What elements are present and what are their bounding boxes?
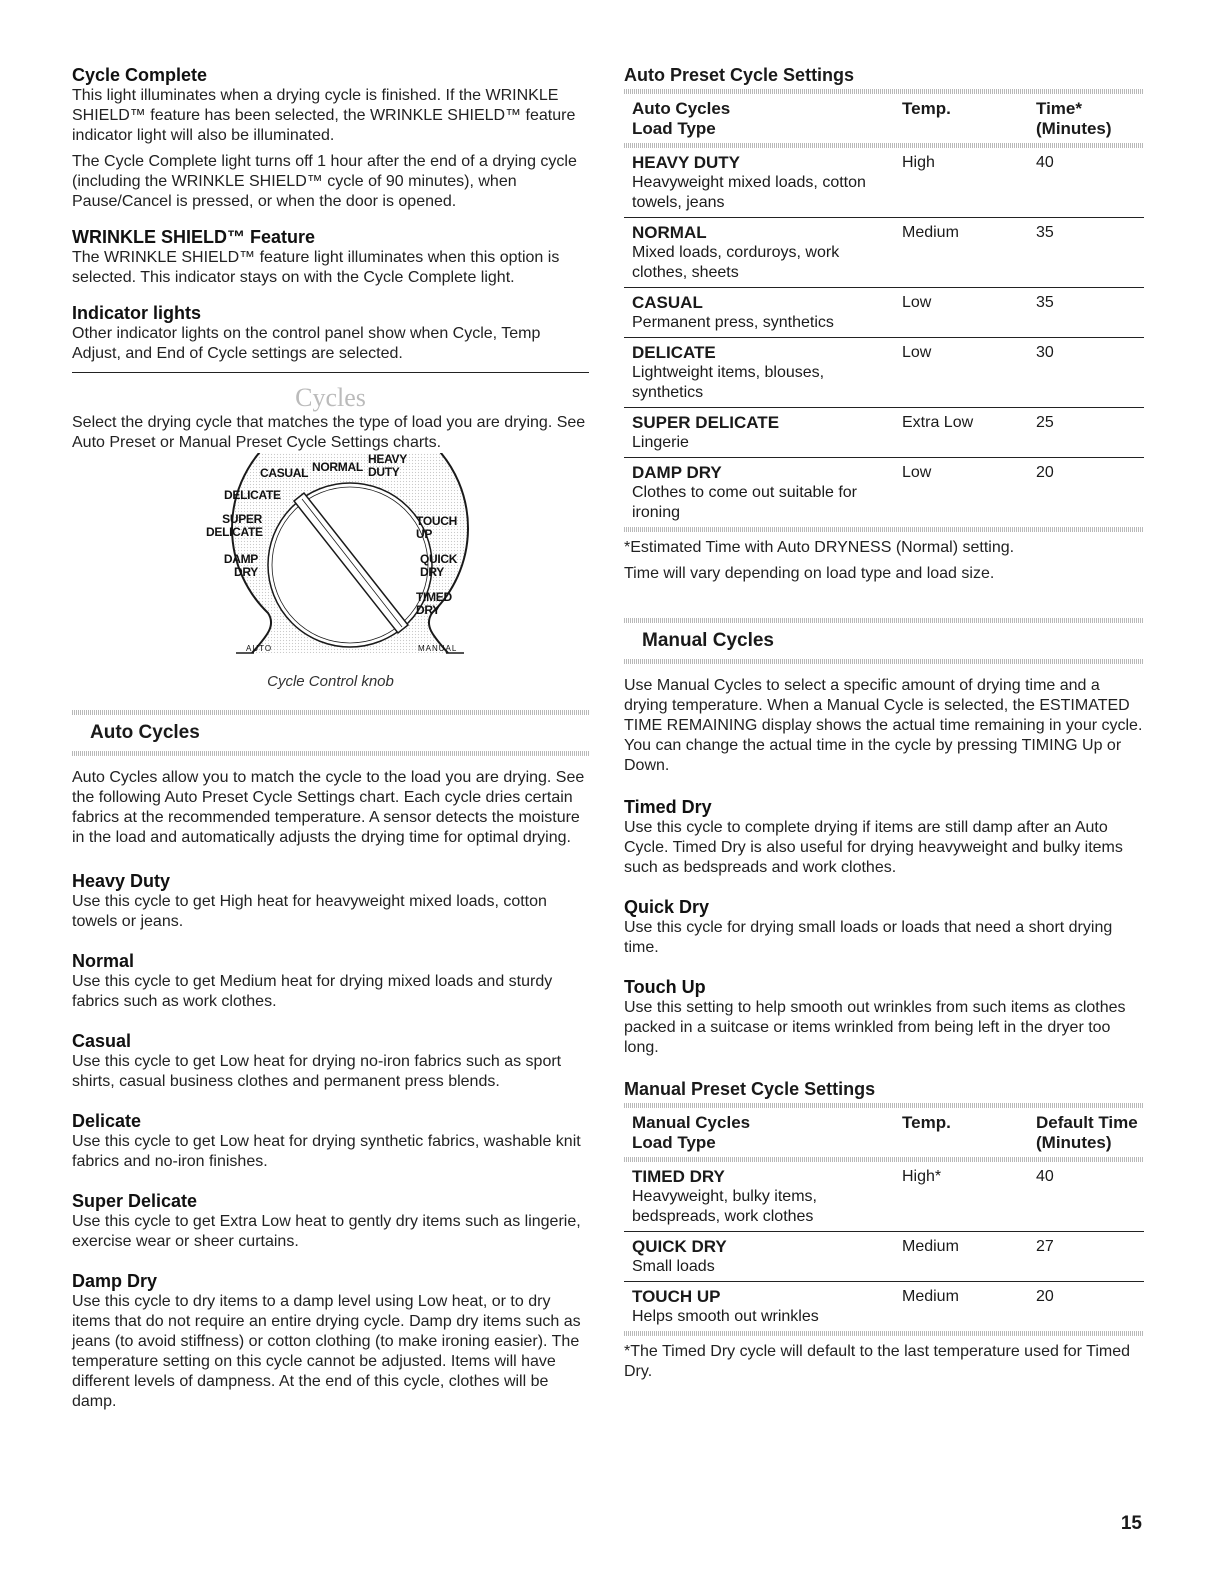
table-row: DELICATE Lightweight items, blouses, synthetics Low 30	[624, 338, 1144, 408]
manual-table-footnote: *The Timed Dry cycle will default to the last temperature used for Timed Dry.	[624, 1343, 1130, 1380]
timed-dry-section	[624, 796, 1144, 878]
damp-dry-text: Use this cycle to dry items to a damp level using Low heat, or to dry items that do not require an entire drying cycle. Damp dry items such as jeans (to avoid stiffness) or cotton clothing (to make ironing easier). The temperature setting on this cycle cannot be adjusted. Items will have different levels of dampness. At the end of this cycle, clothes will be damp.	[72, 1293, 581, 1410]
knob-label-manual: MANUAL	[418, 644, 458, 653]
knob-label-touch-up: TOUCH UP	[416, 514, 457, 541]
hatch-bar-bottom	[72, 751, 589, 756]
super-delicate-section	[72, 1190, 589, 1252]
cycle-complete-heading: Cycle Complete	[72, 65, 208, 85]
cycle-complete-text-1: This light illuminates when a drying cycle is finished. If the WRINKLE SHIELD™ feature has been selected, the WRINKLE SHIELD™ feature indicator light will also be illuminated.	[72, 87, 576, 144]
left-column	[72, 64, 589, 1426]
indicator-lights-heading: Indicator lights	[72, 303, 202, 323]
table-row: CASUAL Permanent press, synthetics Low 35	[624, 288, 1144, 338]
table-row: TIMED DRY Heavyweight, bulky items, bedspreads, work clothes High* 40	[624, 1162, 1144, 1232]
delicate-text: Use this cycle to get Low heat for drying synthetic fabrics, washable knit fabrics and no-iron finishes.	[72, 1133, 581, 1170]
knob-label-normal: NORMAL	[312, 460, 363, 474]
auto-col-temp: Temp.	[902, 99, 951, 118]
table-row: SUPER DELICATE Lingerie Extra Low 25	[624, 408, 1144, 458]
manual-col-temp: Temp.	[902, 1113, 951, 1132]
cycle-complete-section	[72, 64, 589, 212]
touch-up-text: Use this setting to help smooth out wrinkles from such items as clothes packed in a suitcase or items wrinkled from being left in the dryer too long.	[624, 999, 1126, 1056]
super-delicate-text: Use this cycle to get Extra Low heat to gently dry items such as lingerie, exercise wear or sheer curtains.	[72, 1213, 581, 1250]
wrinkle-shield-section	[72, 226, 589, 288]
indicator-lights-text: Other indicator lights on the control panel show when Cycle, Temp Adjust, and End of Cycle settings are selected.	[72, 325, 541, 362]
table-row: QUICK DRY Small loads Medium 27	[624, 1232, 1144, 1282]
casual-text: Use this cycle to get Low heat for drying no-iron fabrics such as sport shirts, casual business clothes and permanent press blends.	[72, 1053, 562, 1090]
heavy-duty-section	[72, 870, 589, 932]
super-delicate-heading: Super Delicate	[72, 1191, 198, 1211]
cycles-heading: Cycles	[295, 383, 366, 412]
auto-cycles-heading: Auto Cycles	[90, 722, 200, 743]
wrinkle-shield-text: The WRINKLE SHIELD™ feature light illuminates when this option is selected. This indicator stays on with the Cycle Complete light.	[72, 249, 560, 286]
manual-cycles-section	[624, 676, 1144, 776]
normal-section	[72, 950, 589, 1012]
auto-table-header	[624, 94, 1144, 143]
knob-caption: Cycle Control knob	[267, 673, 394, 690]
quick-dry-section	[624, 896, 1144, 958]
knob-label-quick-dry: QUICK DRY	[420, 552, 458, 579]
cycles-section	[72, 383, 589, 690]
normal-text: Use this cycle to get Medium heat for drying mixed loads and sturdy fabrics such as work clothes.	[72, 973, 553, 1010]
auto-preset-table-section	[624, 64, 1144, 584]
auto-col-time: Time* (Minutes)	[1036, 99, 1112, 138]
heavy-duty-heading: Heavy Duty	[72, 871, 171, 891]
knob-label-auto: AUTO	[246, 644, 273, 653]
table-row: NORMAL Mixed loads, corduroys, work clothes, sheets Medium 35	[624, 218, 1144, 288]
manual-cycles-text: Use Manual Cycles to select a specific amount of drying time and a drying temperature. When a Manual Cycle is selected, the ESTIMATED TIME REMAINING display shows the actual time remaining in your cycle. You can change the actual time in the cycle by pressing TIMING Up or Down.	[624, 677, 1143, 774]
normal-heading: Normal	[72, 951, 135, 971]
manual-col-time: Default Time (Minutes)	[1036, 1113, 1138, 1152]
manual-preset-table-section	[624, 1078, 1144, 1382]
touch-up-section	[624, 976, 1144, 1058]
auto-preset-table	[624, 89, 1144, 532]
casual-heading: Casual	[72, 1031, 132, 1051]
right-column	[624, 64, 1144, 1388]
delicate-heading: Delicate	[72, 1111, 142, 1131]
quick-dry-text: Use this cycle for drying small loads or loads that need a short drying time.	[624, 919, 1113, 956]
damp-dry-section	[72, 1270, 589, 1412]
manual-cycles-header	[624, 618, 1144, 664]
quick-dry-heading: Quick Dry	[624, 897, 710, 917]
knob-label-delicate: DELICATE	[224, 488, 281, 502]
auto-cycles-text: Auto Cycles allow you to match the cycle to the load you are drying. See the following Auto Preset Cycle Settings chart. Each cycle dries certain fabrics at the recommended temperature. A sensor detects the moisture in the load and automatically adjusts the drying time for optimal drying.	[72, 769, 585, 846]
manual-preset-table-title: Manual Preset Cycle Settings	[624, 1079, 876, 1099]
wrinkle-shield-heading: WRINKLE SHIELD™ Feature	[72, 227, 316, 247]
manual-cycles-heading: Manual Cycles	[642, 630, 774, 651]
auto-col-cycles: Auto Cycles Load Type	[632, 99, 731, 138]
table-row: TOUCH UP Helps smooth out wrinkles Medium 20	[632, 1287, 1054, 1325]
knob-label-casual: CASUAL	[260, 466, 309, 480]
page-number: 15	[1120, 1513, 1142, 1534]
casual-section	[72, 1030, 589, 1092]
knob-label-timed-dry: TIMED DRY	[416, 590, 452, 617]
auto-cycles-section	[72, 768, 589, 848]
indicator-lights-section	[72, 302, 589, 364]
cycle-knob-icon	[72, 453, 589, 671]
knob-label-heavy-duty: HEAVY DUTY	[368, 452, 407, 479]
auto-preset-table-title: Auto Preset Cycle Settings	[624, 65, 855, 85]
manual-col-cycles: Manual Cycles Load Type	[632, 1113, 751, 1152]
manual-table-header	[624, 1108, 1144, 1157]
table-row: HEAVY DUTY Heavyweight mixed loads, cotton towels, jeans High 40	[624, 148, 1144, 218]
timed-dry-heading: Timed Dry	[624, 797, 712, 817]
damp-dry-heading: Damp Dry	[72, 1271, 158, 1291]
cycles-intro-text: Select the drying cycle that matches the type of load you are drying. See Auto Preset or Manual Preset Cycle Settings charts.	[72, 414, 586, 451]
knob-label-damp-dry: DAMP DRY	[223, 552, 258, 579]
table-row: DAMP DRY Clothes to come out suitable for ironing Low 20	[632, 463, 1054, 521]
auto-table-footnote: *Estimated Time with Auto DRYNESS (Normal) setting. Time will vary depending on load type and load size.	[624, 539, 1015, 582]
manual-preset-table	[624, 1103, 1144, 1336]
hatch-bar-bottom	[624, 659, 1144, 664]
timed-dry-text: Use this cycle to complete drying if items are still damp after an Auto Cycle. Timed Dry is also useful for drying heavyweight and bulky items such as bedspreads and work clothes.	[624, 819, 1123, 876]
section-divider	[72, 372, 589, 373]
cycle-complete-text-2: The Cycle Complete light turns off 1 hour after the end of a drying cycle (including the WRINKLE SHIELD™ cycle of 90 minutes), when Pause/Cancel is pressed, or when the door is opened.	[72, 153, 577, 210]
auto-cycles-header	[72, 710, 589, 756]
touch-up-heading: Touch Up	[624, 977, 706, 997]
cycle-control-knob-figure	[72, 453, 589, 671]
delicate-section	[72, 1110, 589, 1172]
knob-label-super-delicate: SUPER DELICATE	[206, 512, 263, 539]
heavy-duty-text: Use this cycle to get High heat for heavyweight mixed loads, cotton towels or jeans.	[72, 893, 547, 930]
